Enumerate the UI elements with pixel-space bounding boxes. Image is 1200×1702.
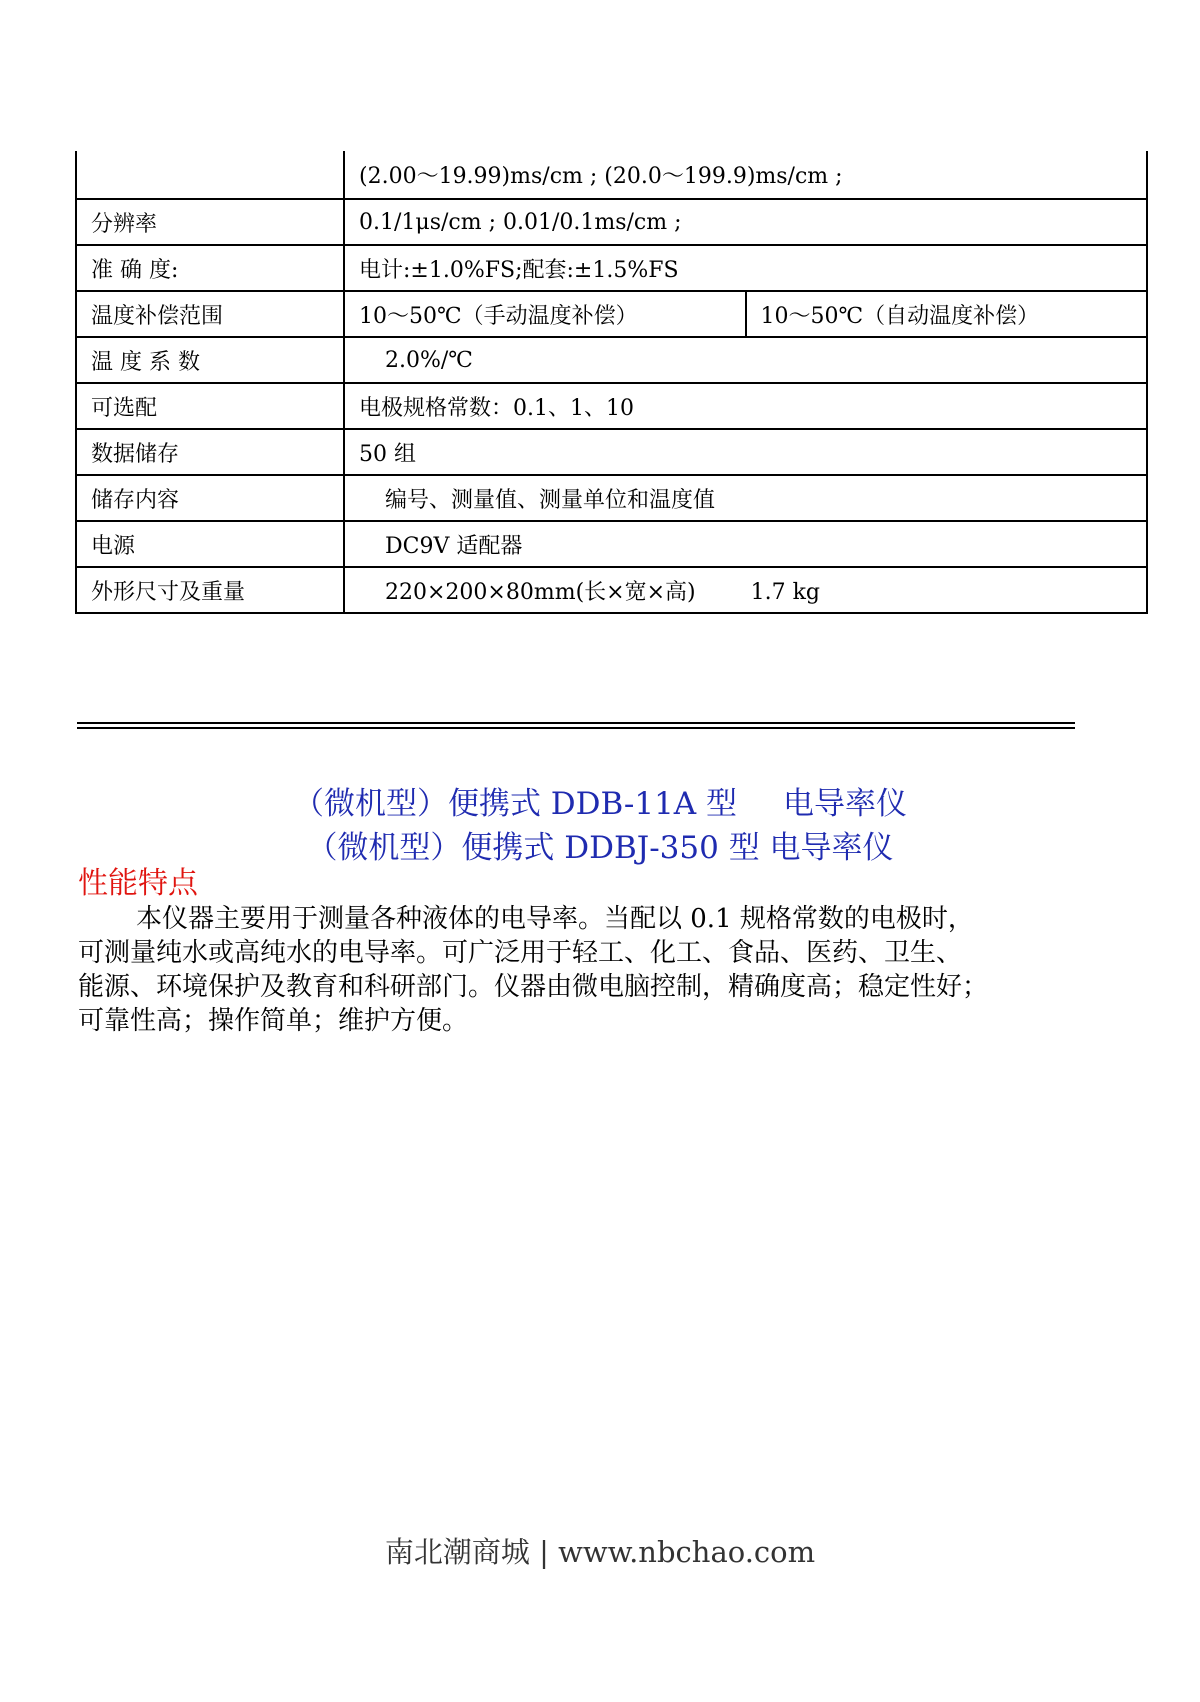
row-value-manual: 10～50℃（手动温度补偿） [344,291,746,337]
table-row [76,567,1147,613]
row-value: 编号、测量值、测量单位和温度值 [344,475,1147,521]
row-value-auto: 10～50℃（自动温度补偿） [746,291,1148,337]
table-row [76,199,1147,245]
product-title-2: （微机型）便携式 DDBJ-350 型 电导率仪 [306,830,894,866]
table-row [76,151,1147,199]
weight-value: 1.7 kg [750,579,821,605]
spec-table [75,151,1148,614]
row-label: 准 确 度: [76,245,344,291]
row-value [344,567,1147,613]
table-row [76,245,1147,291]
row-label: 外形尺寸及重量 [76,567,344,613]
row-value: 50 组 [344,429,1147,475]
row-label: 可选配 [76,383,344,429]
footer-site-link[interactable]: 南北潮商城 | www.nbchao.com [384,1535,816,1569]
row-value: 0.1/1μs/cm ; 0.01/0.1ms/cm ; [344,199,1147,245]
product-title-1-model: （微机型）便携式 DDB-11A 型 [292,786,738,822]
row-label: 储存内容 [76,475,344,521]
paragraph-line: 本仪器主要用于测量各种液体的电导率。当配以 0.1 规格常数的电极时， [136,904,974,934]
row-label: 温 度 系 数 [76,337,344,383]
table-row [76,383,1147,429]
dimensions-value: 220×200×80mm(长×宽×高) [385,579,696,605]
row-value: (2.00～19.99)ms/cm ; (20.0～199.9)ms/cm ; [344,151,1147,199]
double-divider [77,722,1075,729]
section-heading: 性能特点 [78,866,198,901]
product-title-1 [0,778,1200,823]
row-value: DC9V 适配器 [344,521,1147,567]
row-label: 温度补偿范围 [76,291,344,337]
paragraph-line: 可测量纯水或高纯水的电导率。可广泛用于轻工、化工、食品、医药、卫生、 [78,938,963,968]
row-value: 电极规格常数：0.1、1、10 [344,383,1147,429]
row-label: 数据储存 [76,429,344,475]
row-label [76,151,344,199]
table-row [76,521,1147,567]
feature-paragraph [78,902,1128,1038]
table-row [76,475,1147,521]
row-value: 电计:±1.0%FS;配套:±1.5%FS [344,245,1147,291]
paragraph-line: 可靠性高；操作简单；维护方便。 [78,1006,469,1036]
table-row [76,291,1147,337]
paragraph-line: 能源、环境保护及教育和科研部门。仪器由微电脑控制，精确度高；稳定性好； [78,972,989,1002]
table-row [76,337,1147,383]
product-title-1-name: 电导率仪 [783,786,908,822]
row-label: 分辨率 [76,199,344,245]
table-row [76,429,1147,475]
row-value: 2.0%/℃ [344,337,1147,383]
row-label: 电源 [76,521,344,567]
